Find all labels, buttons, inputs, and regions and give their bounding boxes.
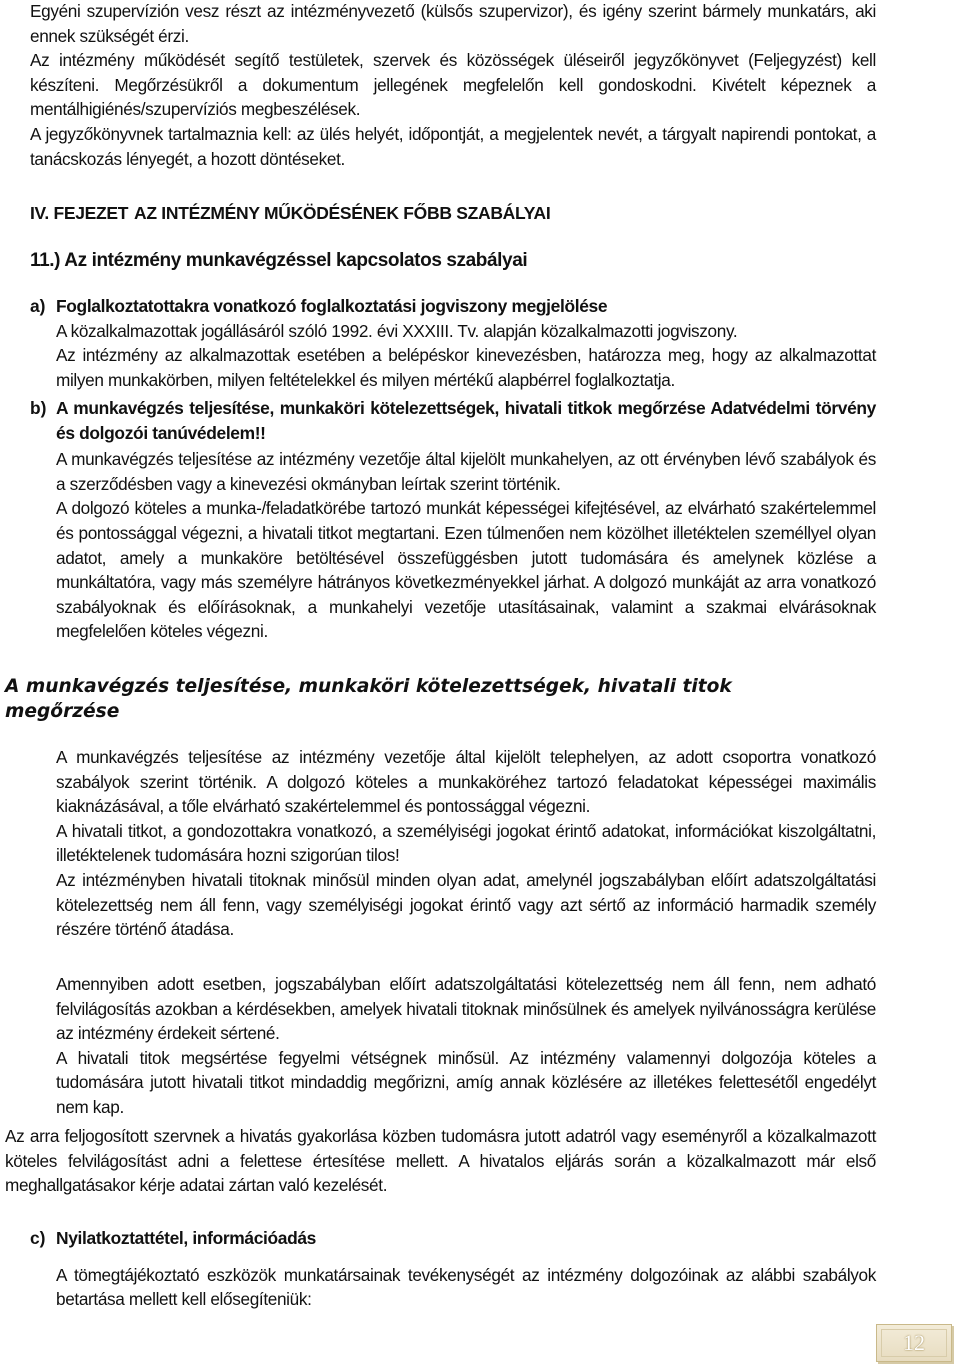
item-c-heading: Nyilatkoztattétel, információadás [56, 1228, 317, 1248]
secret-heading: A munkavégzés teljesítése, munkaköri kötelezettségek, hivatali titok megőrzése [5, 676, 732, 722]
item-b-paragraph-1: A munkavégzés teljesítése az intézmény vezetője által kijelölt munkahelyen, az ott érvényben lévő szabályok és a szerződésben vagy a kinevezési okmányban leírtak szerint történik. [56, 449, 876, 494]
item-c-paragraph-1: A tömegtájékoztató eszközök munkatársainak tevékenységét az intézmény dolgozóinak az alábbi szabályok betartása mellett kell elősegíteniük: [56, 1264, 876, 1310]
chapter-number: IV. FEJEZET [30, 203, 129, 223]
item-label-b: b) [30, 398, 47, 418]
secret-paragraph-2: A hivatali titkot, a gondozottakra vonatkozó, a személyiségi jogokat érintő adatokat, információkat kiszolgáltatni, illetéktelenek tudomására hozni szigorúan tilos! [56, 820, 876, 866]
page-number-frame [881, 1329, 947, 1357]
secret-paragraph-1: A munkavégzés teljesítése az intézmény vezetője által kijelölt telephelyen, az adott csoportra vonatkozó szabályok szerint történik. A dolgozó köteles a munkaköréhez tartozó feladatokat képességei maximális kiaknázásával, a tőle elvárható szakértelemmel és pontossággal végezni. [56, 747, 876, 817]
paragraph-minutes: Az intézmény működését segítő testületek, szervek és közösségek üléseiről jegyzőkönyvet (Feljegyzést) kell készíteni. Megőrzésükről a dokumentum jellegének megfelelőn kell gondoskodni. Kivételt képeznek a mentálhigiénés/szupervíziós megbeszélések. [30, 50, 876, 120]
item-b-block [56, 396, 876, 644]
secret-paragraph-3: Az intézményben hivatali titoknak minősül minden olyan adat, amelynél jogszabályban előírt adatszolgáltatási kötelezettség nem áll fenn, vagy személyiségi jogokat érintő vagy azt sértő az információ harmadik személy részére történő átadása. [56, 869, 876, 940]
page-number: 12 [903, 1330, 925, 1355]
secret-paragraph-4: Amennyiben adott esetben, jogszabályban előírt adatszolgáltatási kötelezettség nem áll fenn, nem adható felvilágosítás azokban a kérdésekben, amelyek hivatali titoknak minősülnek és amelyek nyilvánosságra kerülése az intézmény érdekeit sértené. [56, 974, 876, 1044]
item-b-heading: A munkavégzés teljesítése, munkaköri kötelezettségek, hivatali titkok megőrzése Adatvédelmi törvény és dolgozói tanúvédelem!! [56, 398, 876, 443]
item-c-block [56, 1226, 876, 1312]
section-heading: 11.) Az intézmény munkavégzéssel kapcsolatos szabályai [30, 250, 528, 271]
item-a-paragraph-2: Az intézmény az alkalmazottak esetében a belépéskor kinevezésben, határozza meg, hogy az alkalmazottat milyen munkakörben, milyen feltételekkel és milyen mértékű alapbérrel foglalkoztatja. [56, 345, 876, 390]
secret-paragraph-6: Az arra feljogosított szervnek a hivatás gyakorlása közben tudomásra jutott adatról vagy eseményről a közalkalmazott köteles felvilágosítást adni a felettese értesítése mellett. A hivatalos eljárás során a közalkalmazott már első meghallgatásakor kérje adatai zártan való kezelését. [5, 1126, 876, 1196]
item-a-heading: Foglalkoztatottakra vonatkozó foglalkoztatási jogviszony megjelölése [56, 296, 608, 316]
intro-block [30, 0, 876, 171]
paragraph-minutes-content: A jegyzőkönyvnek tartalmaznia kell: az ülés helyét, időpontját, a megjelentek nevét, a tárgyalt napirendi pontokat, a tanácskozás lényegét, a hozott döntéseket. [30, 123, 876, 169]
item-a-paragraph-1: A közalkalmazottak jogállásáról szóló 1992. évi XXXIII. Tv. alapján közalkalmazotti jogviszony. [56, 320, 738, 341]
page-number-box [876, 1324, 952, 1362]
paragraph-supervision: Egyéni szupervízión vesz részt az intézményvezető (külsős szupervizor), és igény szerint bármely munkatárs, aki ennek szükségét érzi. [30, 1, 876, 46]
item-label-c: c) [30, 1228, 46, 1248]
chapter-title: AZ INTÉZMÉNY MŰKÖDÉSÉNEK FŐBB SZABÁLYAI [134, 203, 551, 223]
chapter-heading [30, 201, 551, 226]
item-b-paragraph-2: A dolgozó köteles a munka-/feladatkörébe tartozó munkát képességei kifejtésével, az elvárható szakértelemmel és pontossággal végezni, a hivatali titkot megtartani. Ezen túlmenően nem közölhet illetéktelen személlyel olyan adatot, amely a munkaköre betöltésével összefüggésben jutott tudomására és amelynek közlése a munkáltatóra, vagy más személyre hátrányos következményekkel járhat. A dolgozó munkáját az arra vonatkozó szabályoknak és előírásoknak, a munkahelyi vezetője utasításainak, valamint a szakmai elvárásoknak megfelelően köteles végezni. [56, 498, 876, 642]
secret-block-2 [56, 972, 876, 1120]
item-label-a: a) [30, 296, 46, 316]
secret-paragraph-5: A hivatali titok megsértése fegyelmi vétségnek minősül. Az intézmény valamennyi dolgozója köteles a tudomására jutott hivatali titkot mindaddig megőrizni, amíg annak közlésére az illetékes felettesétől engedélyt nem kap. [56, 1047, 876, 1117]
secret-block-1 [56, 745, 876, 942]
secret-block-3 [5, 1124, 876, 1198]
item-a-block [56, 294, 876, 392]
